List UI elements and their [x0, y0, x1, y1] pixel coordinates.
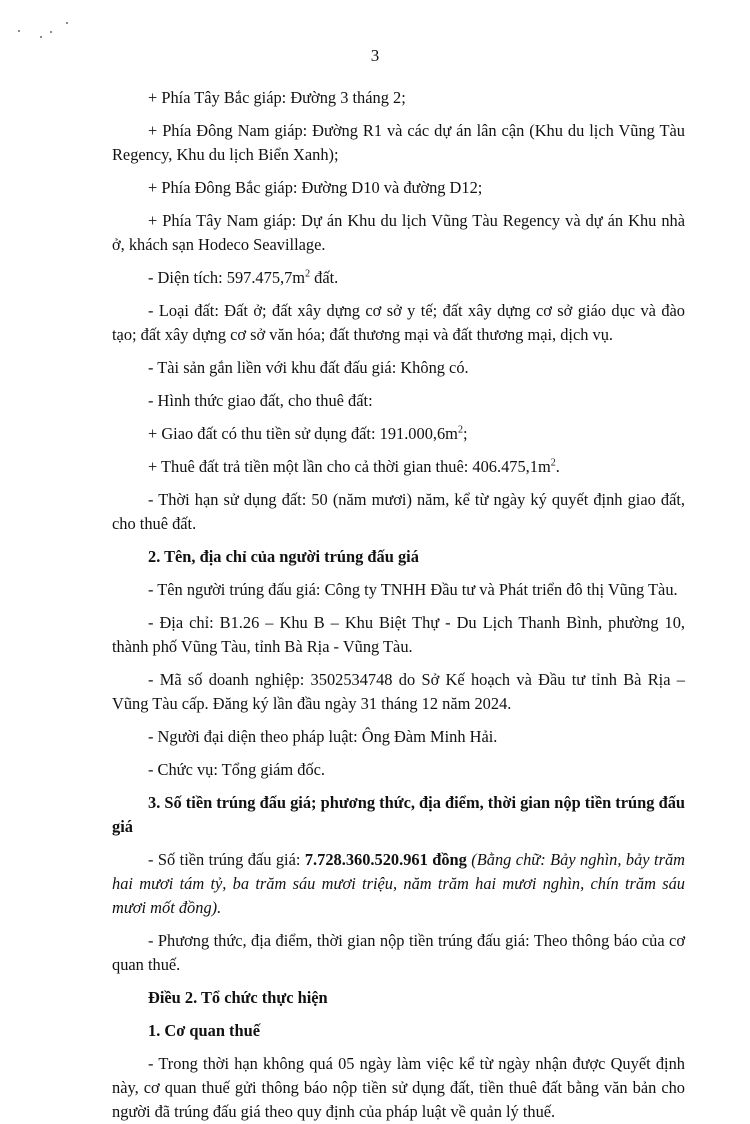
scan-speck	[18, 30, 20, 32]
article-2-heading: Điều 2. Tổ chức thực hiện	[148, 988, 328, 1007]
scan-speck	[66, 22, 68, 24]
land-type: - Loại đất: Đất ở; đất xây dựng cơ sở y tế; đất xây dựng cơ sở giáo dục và đào tạo; đất xây dựng cơ sở văn hóa; đất thương mại và đất thương mại, dịch vụ.	[112, 301, 685, 344]
representative-position: - Chức vụ: Tổng giám đốc.	[148, 760, 326, 779]
allocation-paid: + Giao đất có thu tiền sử dụng đất: $191.000,6m^2$;	[148, 424, 468, 443]
area-line: - Diện tích: $597.475,7m^2$ đất.	[148, 268, 339, 287]
boundary-northwest: + Phía Tây Bắc giáp: Đường 3 tháng 2;	[148, 88, 406, 107]
attached-assets: - Tài sản gắn liền với khu đất đấu giá: Không có.	[148, 358, 469, 377]
page-number: 3	[370, 46, 380, 65]
section-2-heading: 2. Tên, địa chỉ của người trúng đấu giá	[148, 547, 419, 566]
boundary-northeast: + Phía Đông Bắc giáp: Đường D10 và đường D12;	[148, 178, 483, 197]
allocation-form: - Hình thức giao đất, cho thuê đất:	[148, 391, 373, 410]
boundary-southwest: + Phía Tây Nam giáp: Dự án Khu du lịch Vũng Tàu Regency và dự án Khu nhà ở, khách sạn Hodeco Seavillage.	[112, 211, 685, 254]
tax-authority-heading: 1. Cơ quan thuế	[148, 1021, 261, 1040]
tax-authority-text: - Trong thời hạn không quá 05 ngày làm việc kể từ ngày nhận được Quyết định này, cơ quan thuế gửi thông báo nộp tiền sử dụng đất, tiền thuê đất bằng văn bản cho người đã trúng đấu giá theo quy định của pháp luật về quản lý thuế.	[112, 1054, 685, 1121]
payment-method: - Phương thức, địa điểm, thời gian nộp tiền trúng đấu giá: Theo thông báo của cơ quan thuế.	[112, 931, 685, 974]
business-code: - Mã số doanh nghiệp: 3502534748 do Sở Kế hoạch và Đầu tư tỉnh Bà Rịa – Vũng Tàu cấp. Đăng ký lần đầu ngày 31 tháng 12 năm 2024.	[112, 670, 685, 713]
section-3-heading: 3. Số tiền trúng đấu giá; phương thức, địa điểm, thời gian nộp tiền trúng đấu giá	[112, 793, 685, 836]
winner-address: - Địa chỉ: B1.26 – Khu B – Khu Biệt Thự - Du Lịch Thanh Bình, phường 10, thành phố Vũng Tàu, tỉnh Bà Rịa - Vũng Tàu.	[112, 613, 685, 656]
land-use-term: - Thời hạn sử dụng đất: 50 (năm mươi) năm, kể từ ngày ký quyết định giao đất, cho thuê đất.	[112, 490, 685, 533]
lease-once: + Thuê đất trả tiền một lần cho cả thời gian thuê: $406.475,1m^2$.	[148, 457, 560, 476]
winner-name: - Tên người trúng đấu giá: Công ty TNHH Đầu tư và Phát triển đô thị Vũng Tàu.	[148, 580, 678, 599]
boundary-southeast: + Phía Đông Nam giáp: Đường R1 và các dự án lân cận (Khu du lịch Vũng Tàu Regency, Khu du lịch Biển Xanh);	[112, 121, 685, 164]
scan-speck	[40, 36, 42, 38]
document-body	[112, 86, 685, 1124]
legal-representative: - Người đại diện theo pháp luật: Ông Đàm Minh Hải.	[148, 727, 498, 746]
winning-amount: - Số tiền trúng đấu giá: 7.728.360.520.961 đồng (Bằng chữ: Bảy nghìn, bảy trăm hai mươi tám tỷ, ba trăm sáu mươi triệu, năm trăm hai mươi nghìn, chín trăm sáu mươi mốt đồng).	[112, 850, 685, 917]
scan-speck	[50, 31, 52, 33]
